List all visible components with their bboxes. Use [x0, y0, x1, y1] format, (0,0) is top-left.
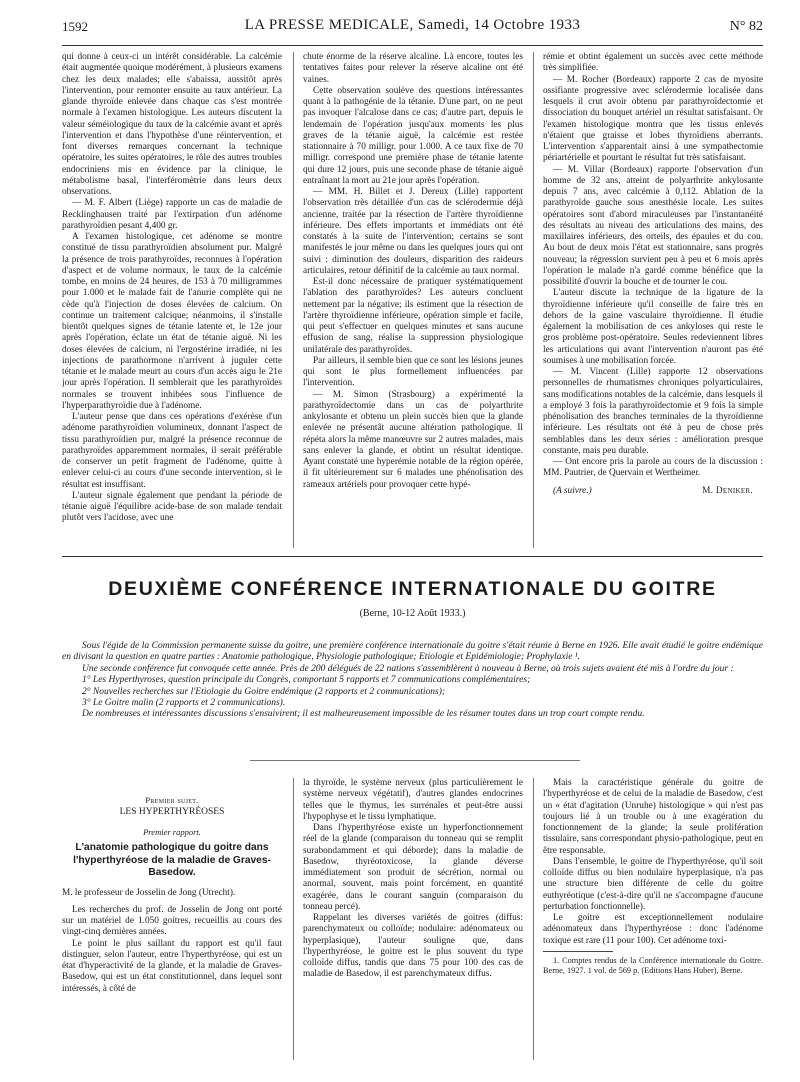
paragraph: L'auteur discute la technique de la ligature de la thyroïdienne inférieure qu'il conseille de faire très en dehors de la gaine vasculaire thyroïdienne. Il étudie également la mobilisation de ces ankyloses qui reste le gros problème post-opératoire. Seules redeviennent libres les articulations qui avant l'intervention n'auront pas été soumises à une mobilisation forcée.	[543, 288, 763, 366]
paragraph: — M. F. Albert (Liège) rapporte un cas de maladie de Recklinghausen traité par l'extirpation d'un adénome parathyroïdien pesant 4,400 gr.	[62, 198, 282, 231]
column-divider	[293, 778, 294, 1060]
paragraph: A l'examen histologique, cet adénome se montre constitué de tissu parathyroïdien absolument pur. Malgré la présence de trois parathyroïdes, reconnues à l'opération d'aspect et de volume normaux, le taux de la calcémie tombe, en moins de 24 heures, de 153 à 70 milligrammes pour 1.000 et le malade fait de l'anurie complète qui ne cède qu'à l'injection de doses élevées de calcium. On continue un traitement calcique; néanmoins, il s'installe bientôt quelques signes de tétanie latente et, le 12e jour après l'opération, éclate un état de tétanie aiguë. Ni les doses élevées de calcium, ni l'ergostérine irradiée, ni les injections de parathormone n'arrivent à juguler cette tétanie et le malade meurt au cours d'un accès aigu le 21e jour après l'opération. Il semblerait que les parathyroïdes normales se trouvent inhibées sous l'influence de l'hyperparathyroïdie due à l'adénome.	[62, 232, 282, 411]
report-title: L'anatomie pathologique du goitre dans l'hyperthyréose de la maladie de Graves-Basedow.	[73, 842, 271, 878]
conference-subtitle: (Berne, 10-12 Août 1933.)	[359, 608, 466, 619]
paragraph: chute énorme de la réserve alcaline. Là encore, toutes les tentatives faites pour relever la réserve alcaline ont été vaines.	[303, 52, 523, 85]
signature-line	[543, 486, 763, 497]
bottom-column-3	[543, 778, 763, 1060]
paragraph: Est-il donc nécessaire de pratiquer systématiquement l'ablation des parathyroïdes? Les auteurs concluent nettement par la négative; ils estiment que la résection de l'artère thyroïdienne inférieure, opération simple et facile, qui peut s'effectuer en quelques minutes et sans aucune effusion de sang, réalise la suppression physiologique unilatérale des parathyroïdes.	[303, 277, 523, 355]
paragraph: Cette observation soulève des questions intéressantes quant à la pathogénie de la tétanie. D'une part, on ne peut pas invoquer l'alcalose dans ce cas; d'autre part, depuis le lendemain de l'opération jusqu'aux moments les plus graves de la tétanie aiguë, la calcémie est restée stationnaire à 70 milligr. pour 1.000. A ce taux fixe de 70 milligr. correspond une première phase de tétanie latente qui dure 12 jours, puis une seconde phase de tétanie aiguë entraînant la mort au 21e jour après l'opération.	[303, 85, 523, 186]
page-header	[62, 19, 763, 41]
intro-rule	[250, 760, 580, 761]
paragraph: — Ont encore pris la parole au cours de la discussion : MM. Pautrier, de Quervain et Wertheimer.	[543, 457, 763, 479]
paragraph: qui donne à ceux-ci un intérêt considérable. La calcémie était augmentée quoique modérément, à plusieurs examens chez les deux malades; elle s'abaissa, aussitôt après l'intervention, pour remonter ensuite au taux antérieur. La glande thyroïde enlevée dans chaque cas s'est montrée normale à l'examen histologique. Les auteurs discutent la valeur séméiologique du taux de la calcémie avant et après l'intervention et dans l'hypothèse d'une réintervention, et font diverses remarques concernant la technique opératoire, les suites opératoires, le rôle des autres troubles endocriniens mis en évidence par la clinique, le métabolisme basal, l'interféromètrie dans leurs deux observations.	[62, 52, 282, 197]
continued-note: (A suivre.)	[553, 485, 592, 496]
intro-list-item: 3° Le Goitre malin (2 rapports et 2 communications).	[82, 698, 286, 709]
paragraph: L'auteur pense que dans ces opérations d'exérèse d'un adénome parathyroïdien volumineux, donnant l'aspect de tissu parathyroïdien pur, malgré la présence reconnue de parathyroïdes apparemment normales, il serait préférable de conserver un petit fragment de l'adénome, quitte à enlever celui-ci au cours d'une seconde intervention, si le résultat est insuffisant.	[62, 412, 282, 490]
paragraph: la thyroïde, le système nerveux (plus particulièrement le système nerveux végétatif), d'autres glandes endocrines telles que le thymus, les surrénales et peut-être aussi l'hypophyse et le tissu lymphatique.	[303, 778, 523, 822]
paragraph: — M. Villar (Bordeaux) rapporte l'observation d'un homme de 32 ans, atteint de polyarthrite ankylosante depuis 7 ans, avec calcémie à 0,112. Ablation de la parathyroïde gauche sous anesthésie locale. Les suites opératoires sont d'abord miraculeuses par l'instantanéité des résultats au niveau des articulations des mains, des maxillaires inférieurs, des orteils, des épaules et du cou. Au bout de deux mois l'état est stationnaire, sans progrès nouveau; la régression survient peu à peu et 6 mois après l'opération le malade n'a gardé comme bénéfice que la possibilité d'ouvrir la bouche et de tourner le cou.	[543, 164, 763, 287]
intro-paragraph: Une seconde conférence fut convoquée cette année. Près de 200 délégués de 22 nations s'assemblèrent à nouveau à Berne, où trois sujets avaient été mis à l'ordre du jour :	[82, 663, 734, 674]
paragraph: Mais la caractéristique générale du goitre de l'hyperthyréose et de celui de la maladie de Basedow, c'est un « état d'agitation (Unruhe) histologique » qui n'est pas toujours lié à un trouble ou à une exagération du fonctionnement de la glande; la seule prolifération tissulaire, sans correspondant physio-pathologique, peut en être responsable.	[543, 778, 763, 856]
top-column-1	[62, 52, 282, 548]
paragraph: Les recherches du prof. de Josselin de Jong ont porté sur un matériel de 1.050 goitres, recueillis au cours des vingt-cinq dernières années.	[62, 904, 282, 938]
paragraph: — M. Simon (Strasbourg) a expérimenté la parathyroïdectomie dans un cas de polyarthrite ankylosante et obtenu un plein succès bien que la glande enlevée ne présentât aucune altération pathologique. Il répéta alors la même manœuvre sur 2 autres malades, mais sans enlever la glande, et obtint un résultat identique. Ayant constaté une hyperémie notable de la région opérée, il fit ultérieurement sur 6 malades une phénolisation des rameaux artériels pour provoquer cette hypé-	[303, 389, 523, 490]
paragraph: Le goitre est exceptionnellement nodulaire adénomateux dans l'hyperthyréose : donc l'adénome toxique est rare (11 pour 100). Cet adénome toxi-	[543, 913, 763, 946]
footnote-rule	[543, 951, 613, 952]
journal-title: LA PRESSE MEDICALE, Samedi, 14 Octobre 1933	[244, 17, 581, 33]
paragraph: — M. Rocher (Bordeaux) rapporte 2 cas de myosite ossifiante progressive avec sclérodermie localisée dans lesquels il crut avoir obtenu par parathyroïdectomie et dissociation du bouquet artériel un résultat satisfaisant. Or l'examen histologique montra que les tissus enlevés n'étaient que graisse et lobes thyroïdiens aberrants. L'intervention s'apparentait ainsi à une sympathectomie périartérielle et pourtant le résultat fut très satisfaisant.	[543, 74, 763, 164]
top-column-2	[303, 52, 523, 548]
intro-paragraph: De nombreuses et intéressantes discussions s'ensuivirent; il est malheureusement impossible de les résumer toutes dans un trop court compte rendu.	[82, 709, 645, 720]
subject-title: LES HYPERTHYRÉOSES	[119, 807, 225, 817]
paragraph: Le point le plus saillant du rapport est qu'il faut distinguer, selon l'auteur, entre l'hyperthyréose, qui est un état d'hyperactivité de la glande, et la maladie de Graves-Basedow, qui est un état constitutionnel, dans lequel sont intéressés, à côté de	[62, 938, 282, 994]
column-divider	[293, 52, 294, 548]
paragraph: Par ailleurs, il semble bien que ce sont les lésions jeunes qui sont le plus formellement influencées par l'intervention.	[303, 355, 523, 389]
intro-list-item: 2° Nouvelles recherches sur l'Etiologie du Goitre endémique (2 rapports et 2 communications);	[82, 686, 446, 697]
issue-number: N° 82	[729, 19, 763, 34]
paragraph: Dans l'hyperthyréose existe un hyperfonctionnement réel de la glande (comparaison du tonneau qui se remplit surabondamment et qui déborde); dans la maladie de Basedow, thyréotoxicose, la glande déverse immédiatement son produit de sécrétion, normal ou anormal, souvent, mais point forcément, en quantité exagérée, dans le courant sanguin (comparaison du tonneau percé).	[303, 823, 523, 912]
bottom-column-2	[303, 778, 523, 1060]
paragraph: — MM. H. Billet et J. Dereux (Lille) rapportent l'observation très détaillée d'un cas de sclérodermie déjà ancienne, traitée par la résection de l'artère thyroïdienne inférieure. Des effets importants et immédiats ont été constatés à la suite de l'intervention; certains se sont manifestés le jour même ou dans les quelques jours qui ont suivi : diminution des douleurs, disparition des raideurs articulaires, retour définitif de la calcémie au taux normal.	[303, 187, 523, 276]
bottom-column-1	[62, 778, 282, 1060]
top-column-3	[543, 52, 763, 548]
section-rule	[62, 556, 763, 557]
author-signature: M. Deniker.	[702, 485, 753, 496]
column-divider	[533, 52, 534, 548]
column-divider	[533, 778, 534, 1060]
paragraph: Dans l'ensemble, le goitre de l'hyperthyréose, qu'il soit colloïde diffus ou bien nodulaire hyperplasique, n'a pas une structure bien différente de celle du goitre euthyréotique (c'est-à-dire qu'il ne s'accompagne d'aucune perturbation fonctionnelle).	[543, 856, 763, 912]
report-label: Premier rapport.	[143, 827, 201, 837]
page-number: 1592	[62, 19, 88, 34]
report-author: M. le professeur de Josselin de Jong (Utrecht).	[62, 887, 236, 898]
paragraph: L'auteur signale également que pendant la période de tétanie aiguë l'équilibre acide-base de son malade tendait plutôt vers l'acidose, avec une	[62, 490, 282, 524]
conference-title: DEUXIÈME CONFÉRENCE INTERNATIONALE DU GOITRE	[108, 578, 717, 600]
subject-label: Premier sujet.	[145, 795, 199, 805]
paragraph: — M. Vincent (Lille) rapporte 12 observations personnelles de rhumatismes chroniques polyarticulaires, sans modifications notables de la calcémie, dans lesquels il a employé 3 fois la parathyroïdectomie et 9 fois la simple phénolisation des branches terminales de la thyroïdienne inférieure. Les résultats ont été à peu de chose près semblables dans les deux séries : amélioration presque constante, mais peu durable.	[543, 367, 763, 456]
conference-intro	[62, 641, 763, 721]
paragraph: Rappelant les diverses variétés de goitres (diffus: parenchymateux ou colloïde; nodulaire: adénomateux ou hyperplasique), l'auteur souligne que, dans l'hyperthyréose, le goitre est le plus souvent du type colloïde diffus, tandis que dans 75 pour 100 des cas de maladie de Basedow, il est parenchymateux diffus.	[303, 913, 523, 980]
paragraph: rémie et obtint également un succès avec cette méthode très simplifiée.	[543, 52, 763, 74]
footnote: 1. Comptes rendus de la Conférence internationale du Goitre. Berne, 1927. 1 vol. de 569 p. (Editions Hans Huber), Berne.	[543, 955, 763, 976]
header-rule	[62, 45, 763, 46]
intro-paragraph: Sous l'égide de la Commission permanente suisse du goitre, une première conférence internationale du goitre s'était réunie à Berne en 1926. Elle avait étudié le goitre endémique en divisant la question en quatre parties : Anatomie pathologique, Physiologie pathologique; Etiologie et Epidémiologie; Prophylaxie ¹.	[62, 641, 763, 663]
intro-list-item: 1° Les Hyperthyroses, question principale du Congrès, comportant 5 rapports et 7 communications complémentaires;	[82, 675, 531, 686]
